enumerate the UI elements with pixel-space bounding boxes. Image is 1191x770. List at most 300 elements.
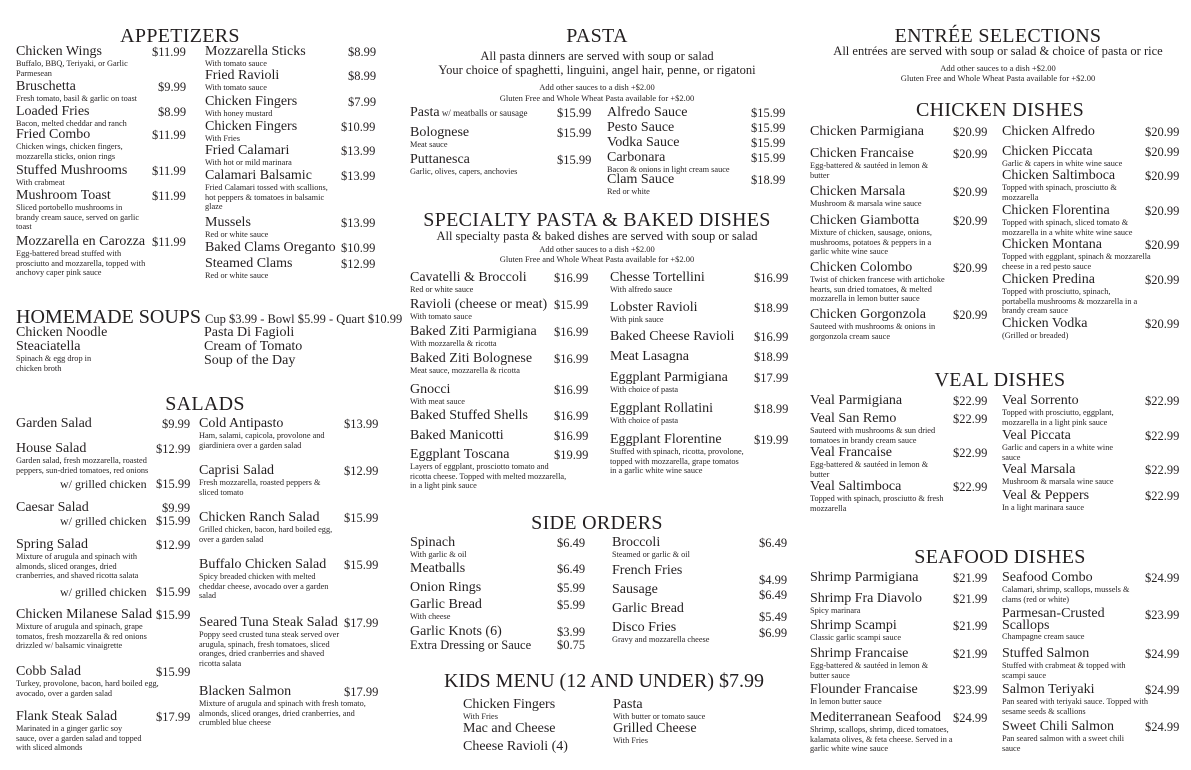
item-desc: In a light marinara sauce [1002,503,1085,512]
menu-item [16,538,191,581]
item-price: $20.99 [953,308,988,322]
with-grilled-chicken: w/ grilled chicken [60,514,147,528]
item-name: Onion Rings [410,580,482,595]
grilled-chicken-price: $15.99 [156,477,191,491]
item-price: $18.99 [754,402,789,416]
item-price: $20.99 [1145,238,1180,252]
item-price: $24.99 [1145,683,1180,697]
item-desc: Topped with spinach, prosciutto & fresh mozzarella [810,494,944,513]
specialty-note1: Add other sauces to a dish +$2.00 [539,244,655,254]
item-name: Flank Steak Salad [16,709,118,724]
item-name: Chicken Ranch Salad [199,510,320,525]
item-price: $20.99 [1145,317,1180,331]
item-desc: Fried Calamari tossed with scallions, hot peppers & tomatoes in balsamic glaze [205,183,328,211]
item-price: $6.49 [557,562,586,576]
item-price: $5.99 [557,581,586,595]
item-name: Alfredo Sauce [607,105,688,120]
item-name: Stuffed Salmon [1002,646,1090,661]
menu-item [607,106,787,120]
menu-item [16,665,191,698]
seafood-heading: SEAFOOD DISHES [914,546,1086,568]
item-desc: Ham, salami, capicola, provolone and giardiniera over a garden salad [199,431,325,450]
item-name-suffix: w/ meatballs or sausage [439,108,528,118]
item-price: $5.99 [557,598,586,612]
menu-item [199,464,377,497]
menu-item [410,271,590,295]
menu-item [607,136,787,150]
item-desc: With crabmeat [16,178,65,187]
menu-item [1002,394,1180,427]
menu-item [1002,317,1180,341]
item-price: $24.99 [953,711,988,725]
menu-item [16,501,191,515]
item-desc: Sauteed with mushrooms & sun dried tomatoes in brandy cream sauce [810,426,936,445]
extra-dressing-price: $0.75 [557,638,586,652]
item-price: $22.99 [953,446,988,460]
item-name: Chicken Parmigiana [810,124,924,139]
item-name: Caprisi Salad [199,463,275,478]
soups-heading: HOMEMADE SOUPS [16,306,202,328]
menu-item [610,301,787,325]
item-desc: Egg-battered & sautéed in lemon & butter [810,460,929,479]
item-price: $20.99 [953,261,988,275]
sides-heading: SIDE ORDERS [531,512,663,534]
item-name: Mozzarella Sticks [205,44,306,59]
menu-item [810,480,990,513]
item-name: Flounder Francaise [810,682,918,697]
item-name: Mozzarella en Carozza [16,234,146,249]
menu-item [410,536,590,560]
item-desc: Twist of chicken francese with artichoke hearts, sun dried tomatoes, & melted mozzarella in lemon butter sauce [810,275,945,303]
item-price: $16.99 [554,409,589,423]
menu-item [612,621,787,645]
item-name: Blacken Salmon [199,684,292,699]
item-desc: With garlic & oil [410,550,467,559]
menu-item [1002,145,1180,169]
item-desc: With Fries [463,712,498,721]
item-price: $19.99 [554,448,589,462]
item-price: $10.99 [341,241,376,255]
item-price: $22.99 [1145,394,1180,408]
item-price: $16.99 [554,271,589,285]
item-name: Grilled Cheese [613,721,697,736]
item-price: $8.99 [348,45,377,59]
item-name: Baked Stuffed Shells [410,408,528,423]
menu-item [612,582,788,602]
menu-item [810,412,990,445]
item-desc: Marinated in a ginger garlic soy sauce, over a garden salad and topped with sliced almonds [16,724,142,752]
menu-item [810,394,990,408]
item-desc: Sliced portobello mushrooms in brandy cream sauce, served on garlic toast [16,203,140,231]
menu-item [810,446,990,479]
item-price: $17.99 [156,710,191,724]
menu-item [199,616,377,668]
menu-item [612,563,788,587]
menu-item [16,189,188,232]
item-price: $15.99 [557,126,592,140]
menu-item [410,153,595,177]
menu-item [410,383,590,407]
menu-item [1002,169,1180,202]
appetizers-heading: APPETIZERS [120,25,240,47]
item-price: $3.99 [557,625,586,639]
soup-item: Cream of Tomato [204,339,303,354]
item-desc: Garlic & capers in white wine sauce [1002,159,1123,168]
item-price: $18.99 [754,301,789,315]
menu-item [1002,720,1180,753]
item-desc: Fresh mozzarella, roasted peppers & sliced tomato [199,478,321,497]
item-desc: Turkey, provolone, bacon, hard boiled egg, avocado, over a garden salad [16,679,159,698]
menu-item [410,409,590,423]
item-desc: With tomato sauce [205,59,267,68]
item-desc: With butter or tomato sauce [613,712,706,721]
specialty-note2: Gluten Free and Whole Wheat Pasta available for +$2.00 [499,254,695,264]
specialty-heading: SPECIALTY PASTA & BAKED DISHES [423,209,771,231]
item-desc: Steamed or garlic & oil [612,550,690,559]
item-name: Bruschetta [16,79,76,94]
pasta-sub2: Your choice of spaghetti, linguini, angel hair, penne, or rigatoni [438,63,756,77]
menu-item [205,257,377,281]
menu-item [16,45,188,78]
item-desc: Topped with prosciutto, eggplant, mozzarella in a light pink sauce [1002,408,1114,427]
item-price: $16.99 [554,325,589,339]
menu-item [410,126,595,150]
item-desc: Garlic and capers in a white wine sauce [1002,443,1114,462]
item-price: $23.99 [953,683,988,697]
menu-item [199,511,377,544]
menu-item [1002,238,1180,271]
item-desc: With honey mustard [205,109,273,118]
menu-item [1002,204,1180,237]
item-desc: Shrimp, scallops, shrimp, diced tomatoes, kalamata olives, & feta cheese. Served in a garlic white wine sauce [810,725,953,753]
item-desc: Champagne cream sauce [1002,632,1085,641]
item-name: Baked Clams Oreganto [205,240,336,255]
item-name: Spinach [410,535,456,550]
menu-item [205,216,377,240]
item-price: $13.99 [341,144,376,158]
item-name-main: Pasta [410,105,440,120]
item-price: $16.99 [554,429,589,443]
item-name: Chicken Fingers [205,119,298,134]
item-name: Chicken Marsala [810,184,906,199]
item-name: Loaded Fries [16,104,90,119]
item-name: Calamari Balsamic [205,168,312,183]
item-price: $15.99 [751,121,786,135]
menu-item [205,45,377,69]
menu-item [810,592,990,616]
menu-item [810,619,990,643]
item-price: $6.49 [759,536,788,550]
item-name: Carbonara [607,150,666,165]
item-desc: Stuffed with spinach, ricotta, provolone, topped with mozzarella, grape tomatos in a garlic white wine sauce [610,447,744,475]
item-name: Chicken Saltimboca [1002,168,1116,183]
item-desc: Pan seared with teriyaki sauce. Topped with sesame seeds & scallions [1002,697,1149,716]
menu-item [16,340,136,373]
item-price: $15.99 [156,608,191,622]
item-name: Chesse Tortellini [610,270,705,285]
item-name: French Fries [612,563,683,578]
item-name: Chicken Milanese Salad [16,607,153,622]
item-price: $20.99 [1145,145,1180,159]
menu-item [463,698,603,722]
item-desc: Spicy marinara [810,606,861,615]
item-name: Chicken Fingers [463,697,556,712]
item-name: Vodka Sauce [607,135,680,150]
item-name: Steaciatella [16,339,81,354]
item-name: Pasta [613,697,643,712]
item-desc: Stuffed with crabmeat & topped with scampi sauce [1002,661,1126,680]
item-desc: Poppy seed crusted tuna steak served over arugula, spinach, fresh tomatoes, sliced oranges, dried cranberries and shaved ricotta salata [199,630,340,668]
menu-item [199,417,377,450]
kids-item: Mac and Cheese [463,721,556,736]
item-name: Eggplant Florentine [610,432,722,447]
item-price: $11.99 [152,128,186,142]
menu-item [610,330,787,344]
item-desc: Meat sauce, mozzarella & ricotta [410,366,520,375]
item-price: $15.99 [557,106,592,120]
item-price: $12.99 [156,538,191,552]
item-name: Veal Sorrento [1002,393,1079,408]
item-desc: Bacon, melted cheddar and ranch [16,119,127,128]
kids-heading: KIDS MENU (12 AND UNDER) $7.99 [444,670,764,692]
item-name: Puttanesca [410,152,470,167]
item-desc: Mushroom & marsala wine sauce [810,199,922,208]
entree-note2: Gluten Free and Whole Wheat Pasta available for +$2.00 [900,73,1096,83]
item-price: $24.99 [1145,571,1180,585]
item-price: $11.99 [152,164,186,178]
menu-item [16,164,188,188]
item-price: $15.99 [751,136,786,150]
item-name: Caesar Salad [16,500,89,515]
item-name: Eggplant Parmigiana [610,370,728,385]
item-desc: Red or white sauce [410,285,474,294]
menu-item [1002,463,1180,487]
item-name: Clam Sauce [607,172,675,187]
item-desc: Egg-battered & sautéed in lemon & butter sauce [810,661,929,680]
item-name: Cavatelli & Broccoli [410,270,527,285]
item-name: Chicken Gorgonzola [810,307,926,322]
item-price: $22.99 [953,480,988,494]
menu-item [613,722,763,746]
pasta-heading: PASTA [566,25,628,47]
item-desc: Egg-battered & sautéed in lemon & butter [810,161,929,180]
item-price: $7.99 [348,95,377,109]
item-name: Chicken Montana [1002,237,1102,252]
pasta-note1: Add other sauces to a dish +$2.00 [539,82,655,92]
item-price: $19.99 [754,433,789,447]
item-name: Seared Tuna Steak Salad [199,615,338,630]
item-name: Broccoli [612,535,661,550]
item-price: $23.99 [1145,608,1180,622]
menu-item [1002,683,1180,716]
item-desc: Red or white [607,187,650,196]
item-desc: Sauteed with mushrooms & onions in gorgonzola cream sauce [810,322,936,341]
item-desc: With choice of pasta [610,416,679,425]
item-desc: With meat sauce [410,397,465,406]
item-name: Chicken Predina [1002,272,1095,287]
item-name: Pesto Sauce [607,120,675,135]
item-name: Eggplant Toscana [410,447,510,462]
menu-item [410,106,595,120]
menu-item [612,601,788,624]
item-price: $15.99 [557,153,592,167]
item-price: $18.99 [751,173,786,187]
item-name: Chicken Francaise [810,146,914,161]
veal-heading: VEAL DISHES [934,369,1066,391]
menu-item [410,325,590,349]
item-price: $20.99 [953,125,988,139]
item-name: Chicken Fingers [205,94,298,109]
item-name: Lobster Ravioli [610,300,698,315]
menu-item [16,608,191,651]
menu-item [205,241,377,255]
item-desc: Classic garlic scampi sauce [810,633,902,642]
item-price: $21.99 [953,619,988,633]
item-desc: Mushroom & marsala wine sauce [1002,477,1114,486]
menu-item [810,308,990,341]
item-desc: Topped with spinach, sliced tomato & mozzarella in a white white wine sauce [1002,218,1133,237]
menu-item [810,214,990,257]
item-name: Mediterranean Seafood [810,710,941,725]
item-name: Parmesan-Crusted Scallops [1002,606,1105,633]
item-price: $15.99 [554,298,589,312]
item-desc: Meat sauce [410,140,448,149]
menu-item [613,698,763,722]
menu-item [1002,125,1180,139]
menu-item [610,402,787,426]
menu-item [1002,429,1180,462]
item-price: $17.99 [344,685,379,699]
menu-item [810,147,990,180]
item-desc: Buffalo, BBQ, Teriyaki, or Garlic Parmesean [16,59,128,78]
item-price: $20.99 [1145,273,1180,287]
item-price: $22.99 [1145,429,1180,443]
item-name: Baked Ziti Bolognese [410,351,533,366]
item-name: Chicken Noodle [16,325,108,340]
entree-heading: ENTRÉE SELECTIONS [894,25,1102,47]
menu-item [610,433,787,476]
item-desc: Spicy breaded chicken with melted cheddar cheese, avocado over a garden salad [199,572,329,600]
item-desc: Spinach & egg drop in chicken broth [16,354,92,373]
item-name: Spring Salad [16,537,88,552]
item-desc: Topped with eggplant, spinach & mozzarella cheese in a red pesto sauce [1002,252,1151,271]
menu-item [16,417,191,431]
item-price: $15.99 [344,511,379,525]
item-name: Salmon Teriyaki [1002,682,1095,697]
menu-item [410,429,590,443]
item-desc: In lemon butter sauce [810,697,882,706]
menu-item [810,571,990,585]
menu-item [1002,608,1180,642]
item-price: $13.99 [344,417,379,431]
soups-prices: Cup $3.99 - Bowl $5.99 - Quart $10.99 [205,312,403,326]
item-price: $21.99 [953,571,988,585]
item-price: $21.99 [953,592,988,606]
item-name: Veal Piccata [1002,428,1071,443]
menu-item [199,685,377,728]
menu-item [199,558,377,601]
menu-item [810,711,990,754]
item-name: Chicken Colombo [810,260,913,275]
pasta-note2: Gluten Free and Whole Wheat Pasta available for +$2.00 [499,93,695,103]
item-price: $20.99 [1145,169,1180,183]
menu-item [410,352,590,376]
item-desc: With Fries [613,736,648,745]
item-desc: Mixture of arugula and spinach, grape tomatos, fresh mozzarella & red onions drizzled w/ balsamic vinaigrette [16,622,147,650]
item-price: $18.99 [754,350,789,364]
item-name: Stuffed Mushrooms [16,163,128,178]
item-name: Veal Marsala [1002,462,1076,477]
menu-item [410,625,590,639]
item-desc: With pink sauce [610,315,664,324]
item-price: $20.99 [953,147,988,161]
menu-item [410,598,590,622]
item-name: Chicken Alfredo [1002,124,1095,139]
item-price: $11.99 [152,45,186,59]
item-name: Chicken Wings [16,44,102,59]
menu-item [1002,273,1180,316]
item-price: $13.99 [341,169,376,183]
menu-item [205,144,377,168]
item-name: Meatballs [410,561,466,576]
menu-item [1002,489,1180,513]
item-desc: Layers of eggplant, prosciotto tomato and ricotta cheese. Topped with melted mozzarella, in a light pink sauce [410,462,567,490]
item-desc: (Grilled or breaded) [1002,331,1069,340]
item-desc: Garden salad, fresh mozzarella, roasted peppers, sun-dried tomatoes, red onions [16,456,149,475]
item-desc: With choice of pasta [610,385,679,394]
item-price: $8.99 [158,105,187,119]
item-desc: Mixture of arugula and spinach with almonds, sliced oranges, dried cranberries, and shaved ricotta salata [16,552,139,580]
menu-item [16,128,188,161]
item-desc: With Fries [205,134,240,143]
item-price: $11.99 [152,189,186,203]
item-price: $13.99 [341,216,376,230]
item-name: Buffalo Chicken Salad [199,557,327,572]
item-desc: With cheese [410,612,451,621]
specialty-sub: All specialty pasta & baked dishes are served with soup or salad [436,229,758,243]
menu-item [607,121,787,135]
item-price: $17.99 [344,616,379,630]
item-price: $22.99 [953,394,988,408]
item-price: $9.99 [162,501,191,515]
item-desc: Grilled chicken, bacon, hard boiled egg, over a garden salad [199,525,333,544]
soup-item: Pasta Di Fagioli [204,325,295,340]
item-desc: Pan seared salmon with a sweet chili sauce [1002,734,1125,753]
menu-item [16,105,188,129]
item-price: $9.99 [162,417,191,431]
with-grilled-chicken: w/ grilled chicken [60,585,147,599]
menu-item [205,95,377,119]
item-name: Veal Saltimboca [810,479,902,494]
item-name: Sausage [612,582,658,597]
item-desc: Chicken wings, chicken fingers, mozzarella sticks, onion rings [16,142,123,161]
item-price: $12.99 [156,442,191,456]
item-desc: Fresh tomato, basil & garlic on toast [16,94,137,103]
item-name: Mussels [205,215,251,230]
menu-item [1002,571,1180,604]
item-desc: With mozzarella & ricotta [410,339,497,348]
item-desc: Mixture of chicken, sausage, onions, mushrooms, potatoes & peppers in a garlic white wine sauce [810,228,932,256]
menu-item [410,448,590,491]
item-name: Garlic Bread [410,597,482,612]
item-price: $20.99 [953,185,988,199]
grilled-chicken-price: $15.99 [156,514,191,528]
menu-item [610,371,787,395]
item-price: $12.99 [344,464,379,478]
item-name: Veal Parmigiana [810,393,903,408]
menu-item [16,326,166,340]
entree-sub: All entrées are served with soup or salad & choice of pasta or rice [833,44,1163,58]
